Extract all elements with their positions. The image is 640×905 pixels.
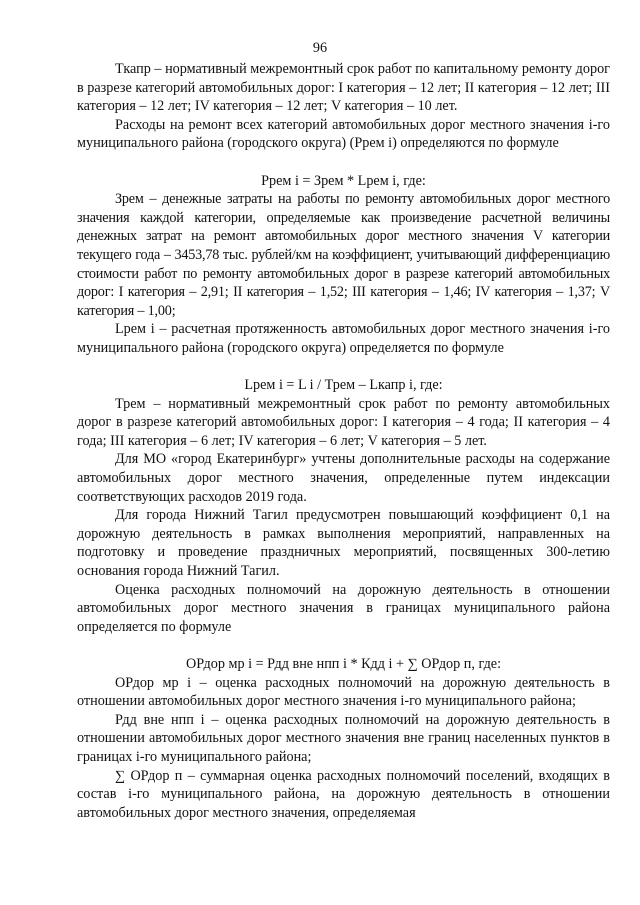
- formula-lrem: Lрем i = L i / Трем – Lкапр i, где:: [244, 377, 443, 394]
- paragraph-trem-definition: Трем – нормативный межремонтный срок работ по ремонту автомобильных дорог в разрезе категорий автомобильных дорог: I категория – 4 года; II категория – 4 года; III категория – 6 лет; IV категория – 6 лет; V категория – 5 лет.: [77, 395, 610, 449]
- page-number: 96: [312, 40, 328, 56]
- paragraph-nizhny-tagil: Для города Нижний Тагил предусмотрен повышающий коэффициент 0,1 на дорожную деятельность в рамках выполнения мероприятий, направленных на подготовку и проведение праздничных мероприятий, посвященных 300-летию основания города Нижний Тагил.: [77, 507, 610, 580]
- paragraph-road-activity-assessment: Оценка расходных полномочий на дорожную деятельность в отношении автомобильных дорог местного значения в границах муниципального района определяется по формуле: [77, 581, 610, 635]
- formula-rrem: Ррем i = Зрем * Lрем i, где:: [261, 172, 426, 189]
- document-body: [77, 60, 610, 822]
- paragraph-lrem-definition: Lрем i – расчетная протяженность автомобильных дорог местного значения i-го муниципального района (городского округа) определяется по формуле: [77, 321, 610, 356]
- spacer: [77, 358, 610, 377]
- spacer: [77, 153, 610, 172]
- paragraph-rdd-definition: Рдд вне нпп i – оценка расходных полномочий на дорожную деятельность в отношении автомобильных дорог местного значения вне границ населенных пунктов в границах i-го муниципального района;: [77, 711, 610, 765]
- paragraph-repair-expenses-intro: Расходы на ремонт всех категорий автомобильных дорог местного значения i-го муниципального района (городского округа) (Ррем i) определяются по формуле: [77, 116, 610, 152]
- paragraph-ekaterinburg: Для МО «город Екатеринбург» учтены дополнительные расходы на содержание автомобильных дорог местного значения, определенные путем индексации соответствующих расходов 2019 года.: [77, 451, 610, 505]
- paragraph-tkapr-definition: Ткапр – нормативный межремонтный срок работ по капитальному ремонту дорог в разрезе категорий автомобильных дорог: I категория – 12 лет; II категория – 12 лет; III категория – 12 лет; IV категория – 12 лет; V категория – 10 лет.: [77, 61, 610, 115]
- paragraph-ordor-definition: ОРдор мр i – оценка расходных полномочий на дорожную деятельность в отношении автомобильных дорог местного значения i-го муниципального района;: [77, 674, 610, 710]
- paragraph-zrem-definition: Зрем – денежные затраты на работы по ремонту автомобильных дорог местного значения каждой категории, определяемые как произведение расчетной величины денежных затрат на ремонт автомобильных дорог местного значения V категории текущего года – 3453,78 тыс. рублей/км на коэффициент, учитывающий дифференциацию стоимости работ по ремонту автомобильных дорог в разрезе категорий автомобильных дорог: I категория – 2,91; II категория – 1,52; III категория – 1,46; IV категория – 1,37; V категория – 1,00;: [77, 191, 610, 319]
- spacer: [77, 636, 610, 655]
- formula-ordor: ОРдор мр i = Рдд вне нпп i * Кдд i + ∑ ОРдор п, где:: [185, 656, 502, 672]
- paragraph-sum-ordor-definition: ∑ ОРдор п – суммарная оценка расходных полномочий поселений, входящих в состав i-го муниципального района, на дорожную деятельность в отношении автомобильных дорог местного значения, определяемая: [77, 767, 610, 821]
